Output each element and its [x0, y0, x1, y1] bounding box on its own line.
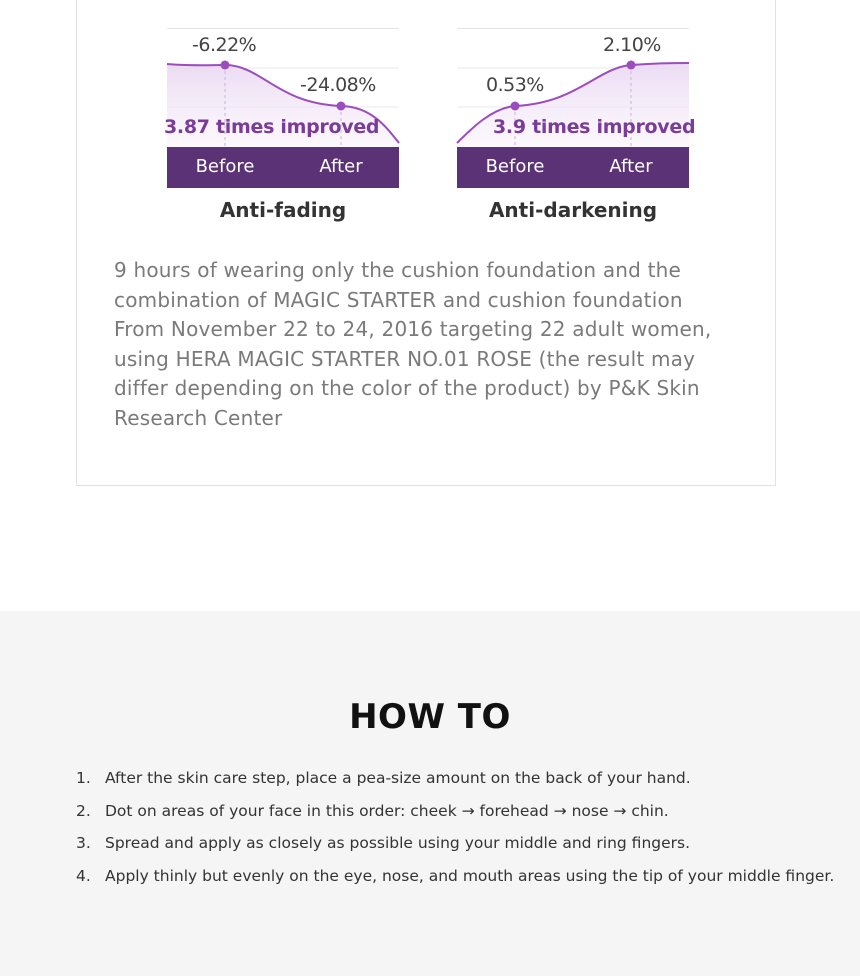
step-number: 1. — [76, 769, 91, 787]
step-text: Apply thinly but evenly on the eye, nose, and mouth areas using the tip of your middle finger. — [105, 866, 835, 885]
step-text: After the skin care step, place a pea-size amount on the back of your hand. — [105, 769, 691, 787]
study-footnote: 9 hours of wearing only the cushion foundation and the combination of MAGIC STARTER and cushion foundation From November 22 to 24, 2016 targeting 22 adult women, using HERA MAGIC STARTER NO.01 ROSE (the result may differ depending on the color of the product) by P&K Skin Research Center — [114, 258, 712, 430]
chart-anti-fading — [164, 28, 399, 222]
howto-step — [76, 867, 836, 900]
after-label: After — [319, 156, 363, 177]
howto-section — [0, 611, 860, 976]
after-value: -24.08% — [300, 74, 376, 96]
step-number: 4. — [76, 866, 91, 885]
before-point — [221, 61, 230, 70]
step-text: Dot on areas of your face in this order: cheek → forehead → nose → chin. — [105, 801, 669, 820]
after-label: After — [609, 156, 653, 177]
howto-step — [76, 802, 836, 835]
before-value: -6.22% — [192, 34, 257, 56]
improved-text: 3.87 times improved — [164, 116, 380, 138]
before-after-bar — [167, 147, 399, 188]
before-value: 0.53% — [486, 74, 544, 96]
howto-step — [76, 769, 836, 802]
after-point — [627, 61, 636, 70]
before-label: Before — [485, 156, 545, 177]
step-text: Spread and apply as closely as possible using your middle and ring fingers. — [105, 834, 691, 852]
chart-anti-darkening — [457, 28, 696, 222]
before-after-bar — [457, 147, 689, 188]
after-value: 2.10% — [603, 34, 661, 56]
after-point — [337, 102, 346, 111]
results-card — [76, 0, 776, 486]
howto-steps — [76, 769, 836, 899]
before-point — [511, 102, 520, 111]
improved-text: 3.9 times improved — [493, 116, 696, 138]
before-label: Before — [195, 156, 255, 177]
chart-caption: Anti-fading — [219, 198, 347, 222]
step-number: 3. — [76, 834, 91, 852]
chart-caption: Anti-darkening — [488, 198, 658, 222]
howto-step — [76, 834, 836, 867]
step-number: 2. — [76, 801, 91, 820]
howto-title: HOW TO — [349, 697, 511, 737]
